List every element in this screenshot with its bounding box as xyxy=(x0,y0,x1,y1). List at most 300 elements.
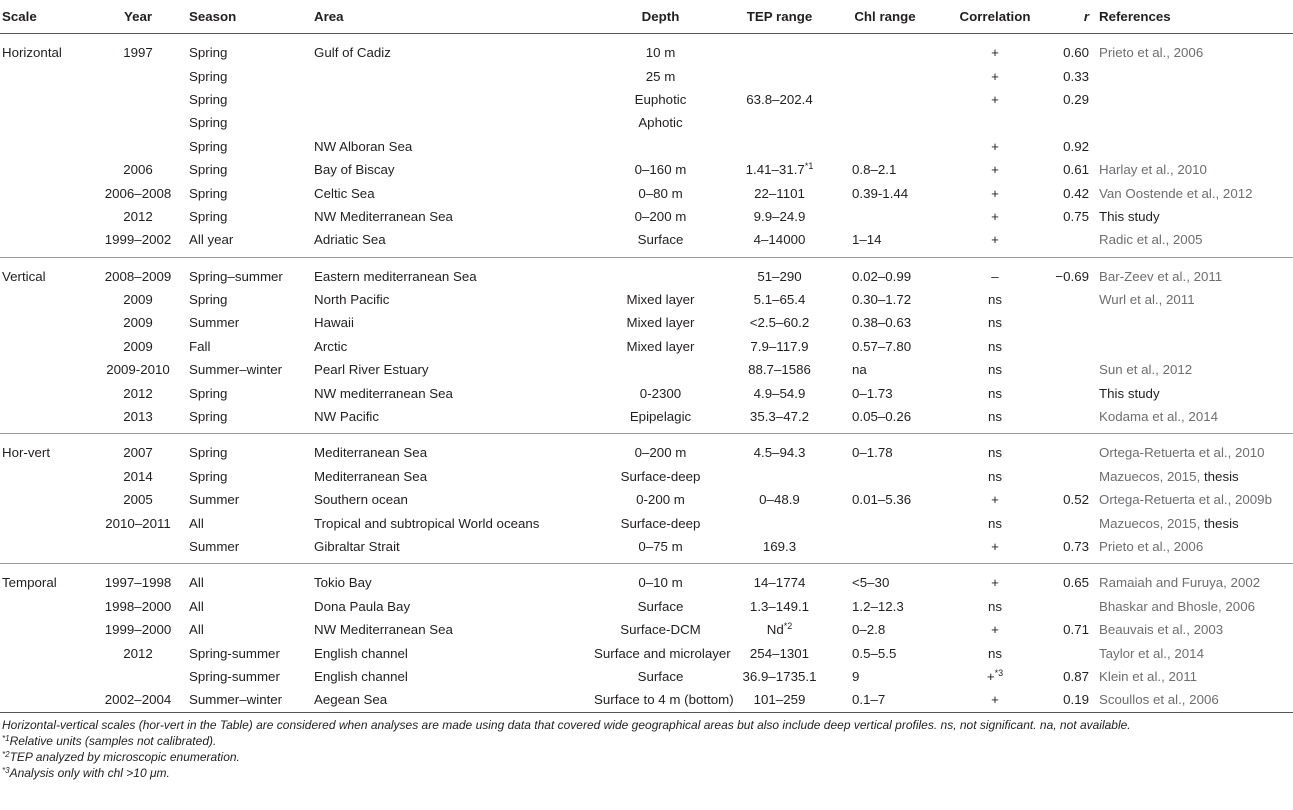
cell-depth-text: 0–75 m xyxy=(638,539,683,554)
cell-tep-range-text: 0–48.9 xyxy=(759,492,800,508)
cell-area xyxy=(312,688,592,712)
cell-reference xyxy=(1095,205,1293,228)
cell-season-text: Spring xyxy=(189,292,228,308)
cell-season-text: Spring xyxy=(189,445,228,461)
table-row xyxy=(0,158,1293,181)
cell-tep-range-text: 36.9–1735.1 xyxy=(742,668,817,684)
footnote-marker: *3 xyxy=(994,667,1004,678)
cell-tep-range-text: 51–290 xyxy=(757,268,802,284)
cell-year-text: 2006 xyxy=(123,162,153,178)
cell-tep-range xyxy=(727,257,830,288)
cell-season-text: Fall xyxy=(189,338,211,354)
cell-reference-text: Klein et al., 2011 xyxy=(1099,668,1198,684)
cell-r xyxy=(1050,618,1095,641)
cell-correlation xyxy=(938,111,1050,134)
cell-depth xyxy=(592,564,727,595)
cell-reference xyxy=(1095,34,1293,65)
cell-year xyxy=(87,181,187,204)
cell-scale-text: Temporal xyxy=(2,575,57,591)
cell-scale xyxy=(0,488,87,511)
cell-season xyxy=(187,288,312,311)
cell-correlation xyxy=(938,181,1050,204)
cell-reference-text: Radic et al., 2005 xyxy=(1099,232,1203,248)
cell-scale xyxy=(0,111,87,134)
cell-reference xyxy=(1095,665,1293,688)
cell-correlation-text: + xyxy=(991,208,999,224)
cell-season-text: Spring xyxy=(189,185,228,201)
cell-reference xyxy=(1095,688,1293,712)
cell-area-text: Gulf of Cadiz xyxy=(314,45,391,61)
cell-depth xyxy=(592,181,727,204)
cell-season-text: Spring xyxy=(189,409,228,425)
cell-area-text: NW mediterranean Sea xyxy=(314,385,453,401)
cell-season xyxy=(187,535,312,564)
cell-depth-text: Surface xyxy=(637,232,684,248)
footnote-marker: *1 xyxy=(804,161,814,172)
cell-year xyxy=(87,288,187,311)
footnote-marker: *2 xyxy=(783,621,793,632)
cell-season xyxy=(187,135,312,158)
table-row xyxy=(0,88,1293,111)
cell-area-text: Bay of Biscay xyxy=(314,162,395,178)
table-row xyxy=(0,358,1293,381)
cell-depth xyxy=(592,688,734,712)
cell-area xyxy=(312,358,592,381)
cell-tep-range-text: 63.8–202.4 xyxy=(746,91,813,107)
cell-year xyxy=(87,465,187,488)
cell-tep-range-text: 1.3–149.1 xyxy=(749,598,810,614)
cell-depth-text: Mixed layer xyxy=(626,338,695,354)
cell-scale xyxy=(0,88,87,111)
cell-scale xyxy=(0,381,87,404)
cell-year xyxy=(87,641,187,664)
cell-reference xyxy=(1095,88,1293,111)
cell-reference-text: Bhaskar and Bhosle, 2006 xyxy=(1099,598,1255,614)
cell-chl-range xyxy=(830,111,938,134)
cell-area xyxy=(312,228,592,257)
cell-season xyxy=(187,595,312,618)
cell-tep-range-text: 169.3 xyxy=(762,539,797,554)
table-row xyxy=(0,135,1293,158)
cell-area xyxy=(312,618,592,641)
cell-reference-text: Bar-Zeev et al., 2011 xyxy=(1099,268,1223,284)
cell-chl-range-text: 0–1.78 xyxy=(852,445,893,461)
cell-chl-range xyxy=(830,288,938,311)
cell-area-text: English channel xyxy=(314,668,408,684)
cell-correlation-text: + xyxy=(991,575,999,591)
cell-season-text: Summer xyxy=(189,539,240,554)
cell-chl-range xyxy=(830,434,938,465)
cell-chl-range-text: 0.57–7.80 xyxy=(852,338,912,354)
cell-reference-text: Mazuecos, 2015, xyxy=(1099,468,1201,484)
cell-tep-range xyxy=(727,358,830,381)
cell-year xyxy=(87,135,187,158)
cell-chl-range-text: 0.38–0.63 xyxy=(852,315,912,331)
cell-depth xyxy=(592,288,727,311)
cell-r xyxy=(1050,88,1095,111)
cell-year-text: 2012 xyxy=(123,645,153,661)
cell-scale xyxy=(0,228,87,257)
cell-year xyxy=(87,665,187,688)
cell-season xyxy=(187,181,312,204)
cell-reference xyxy=(1095,64,1293,87)
cell-season-text: Spring xyxy=(189,68,228,84)
cell-correlation xyxy=(938,288,1050,311)
cell-depth-text: Epipelagic xyxy=(629,409,692,425)
cell-scale xyxy=(0,64,87,87)
cell-r xyxy=(1050,311,1095,334)
cell-season xyxy=(187,381,312,404)
cell-season-text: Spring xyxy=(189,385,228,401)
cell-season-text: Summer–winter xyxy=(189,362,283,378)
cell-tep-range-text: 1.41–31.7 xyxy=(745,162,805,178)
cell-season-text: Summer–winter xyxy=(189,692,283,708)
cell-season xyxy=(187,158,312,181)
table-row xyxy=(0,564,1293,595)
cell-correlation-text: + xyxy=(991,68,999,84)
cell-correlation-text: + xyxy=(991,232,999,248)
cell-reference xyxy=(1095,135,1293,158)
cell-depth-text: Surface xyxy=(637,598,684,614)
cell-depth-text: Surface-deep xyxy=(620,468,701,484)
cell-depth-text: 0-2300 xyxy=(639,385,682,401)
cell-reference xyxy=(1095,488,1293,511)
cell-area xyxy=(312,135,592,158)
cell-season-text: All xyxy=(189,515,204,531)
cell-area xyxy=(312,535,592,564)
cell-tep-range-text: 4.9–54.9 xyxy=(753,385,806,401)
cell-depth-text: Euphotic xyxy=(634,91,687,107)
cell-scale xyxy=(0,34,87,65)
cell-correlation-text: ns xyxy=(987,445,1003,461)
cell-season xyxy=(187,641,312,664)
cell-area xyxy=(312,381,592,404)
cell-year-text: 1997–1998 xyxy=(104,575,172,591)
cell-r-text: 0.71 xyxy=(1063,622,1089,638)
cell-season-text: Spring xyxy=(189,162,228,178)
cell-reference xyxy=(1095,311,1293,334)
cell-year-text: 2009-2010 xyxy=(106,362,170,378)
cell-year xyxy=(87,358,187,381)
table-row xyxy=(0,335,1293,358)
cell-year xyxy=(87,257,187,288)
cell-correlation xyxy=(938,688,1050,712)
cell-correlation xyxy=(938,641,1050,664)
cell-r-text: 0.87 xyxy=(1063,668,1089,684)
cell-r xyxy=(1050,111,1095,134)
cell-tep-range xyxy=(727,335,830,358)
cell-season xyxy=(187,488,312,511)
cell-area xyxy=(312,641,592,664)
cell-correlation-text: + xyxy=(991,138,999,154)
cell-year-text: 2009 xyxy=(123,338,153,354)
cell-depth xyxy=(592,665,727,688)
cell-reference-text: Scoullos et al., 2006 xyxy=(1099,692,1219,708)
reference-suffix: thesis xyxy=(1200,468,1239,484)
cell-year-text: 2010–2011 xyxy=(105,515,171,531)
cell-chl-range-text: 0–1.73 xyxy=(852,385,893,401)
cell-area xyxy=(312,288,592,311)
cell-year xyxy=(87,158,187,181)
cell-tep-range-text: 35.3–47.2 xyxy=(749,409,810,425)
cell-r xyxy=(1050,405,1095,434)
cell-depth xyxy=(592,535,727,564)
table-row xyxy=(0,111,1293,134)
cell-correlation-text: + xyxy=(986,668,995,684)
cell-scale xyxy=(0,158,87,181)
header-season: Season xyxy=(187,0,312,34)
cell-tep-range xyxy=(727,288,830,311)
cell-area xyxy=(312,564,592,595)
header-tep-range: TEP range xyxy=(727,0,830,34)
cell-year xyxy=(87,511,187,534)
cell-depth xyxy=(592,595,727,618)
cell-reference-text: Mazuecos, 2015, xyxy=(1099,515,1201,531)
cell-correlation xyxy=(938,405,1050,434)
note-2 xyxy=(2,749,1291,765)
cell-correlation xyxy=(938,465,1050,488)
cell-chl-range xyxy=(830,257,938,288)
cell-area xyxy=(312,511,592,534)
cell-year xyxy=(87,405,187,434)
cell-r-text: −0.69 xyxy=(1055,268,1089,284)
cell-season xyxy=(187,311,312,334)
cell-season-text: Spring xyxy=(189,208,228,224)
cell-chl-range xyxy=(830,311,938,334)
note-main: Horizontal-vertical scales (hor-vert in the Table) are considered when analyses are made using data that covered wide geographical areas but also include deep vertical profiles. ns, not significant. na, not available. xyxy=(2,717,1131,732)
cell-r-text: 0.29 xyxy=(1063,91,1089,107)
cell-depth xyxy=(592,488,727,511)
cell-correlation xyxy=(938,64,1050,87)
cell-r-text: 0.61 xyxy=(1063,162,1089,178)
cell-scale xyxy=(0,311,87,334)
cell-reference xyxy=(1095,434,1293,465)
cell-year xyxy=(87,595,187,618)
note-2-marker: *2 xyxy=(2,749,10,759)
cell-reference-text: Van Oostende et al., 2012 xyxy=(1099,185,1253,201)
cell-chl-range-text: 1.2–12.3 xyxy=(852,598,904,614)
header-year: Year xyxy=(87,0,187,34)
cell-reference xyxy=(1095,111,1293,134)
cell-season xyxy=(187,228,312,257)
cell-reference xyxy=(1095,535,1293,564)
cell-depth xyxy=(592,434,727,465)
cell-year xyxy=(87,34,187,65)
table-body xyxy=(0,34,1293,713)
cell-chl-range xyxy=(830,88,938,111)
cell-chl-range xyxy=(830,595,938,618)
cell-r xyxy=(1050,465,1095,488)
cell-season-text: Spring xyxy=(189,91,228,107)
cell-tep-range-text: 5.1–65.4 xyxy=(753,292,806,308)
cell-r xyxy=(1050,665,1095,688)
cell-depth xyxy=(592,34,727,65)
note-1-text: Relative units (samples not calibrated). xyxy=(9,733,217,748)
cell-reference xyxy=(1095,405,1293,434)
cell-chl-range xyxy=(830,358,938,381)
cell-tep-range xyxy=(727,511,830,534)
cell-tep-range-text: 4–14000 xyxy=(753,232,806,248)
cell-correlation-text: + xyxy=(991,692,999,708)
cell-season xyxy=(187,358,312,381)
cell-area-text: Celtic Sea xyxy=(314,185,375,201)
cell-correlation xyxy=(938,135,1050,158)
cell-area xyxy=(312,488,592,511)
cell-reference-text: This study xyxy=(1099,208,1160,224)
cell-reference xyxy=(1095,465,1293,488)
cell-depth-text: Surface-deep xyxy=(620,515,701,531)
cell-scale xyxy=(0,688,87,712)
cell-chl-range-text: 0.30–1.72 xyxy=(852,292,912,308)
cell-tep-range-text: Nd xyxy=(766,622,784,638)
cell-correlation-text: ns xyxy=(987,645,1003,661)
cell-correlation xyxy=(938,434,1050,465)
cell-tep-range xyxy=(727,641,830,664)
cell-area-text: Tropical and subtropical World oceans xyxy=(314,515,540,531)
cell-correlation-text: ns xyxy=(987,338,1003,354)
cell-r xyxy=(1050,434,1095,465)
cell-scale xyxy=(0,641,87,664)
cell-reference-text: Ramaiah and Furuya, 2002 xyxy=(1099,575,1261,591)
cell-scale-text: Horizontal xyxy=(2,45,62,61)
cell-tep-range-text: 9.9–24.9 xyxy=(753,208,806,224)
cell-correlation-text: ns xyxy=(987,315,1003,331)
cell-depth xyxy=(592,311,727,334)
cell-depth xyxy=(592,618,727,641)
cell-r xyxy=(1050,688,1095,712)
cell-reference xyxy=(1095,335,1293,358)
cell-tep-range xyxy=(727,381,830,404)
cell-area xyxy=(312,34,592,65)
cell-r xyxy=(1050,135,1095,158)
cell-year-text: 2013 xyxy=(123,409,153,425)
cell-depth xyxy=(592,641,731,664)
cell-r xyxy=(1050,564,1095,595)
cell-scale xyxy=(0,135,87,158)
cell-depth-text: 0–10 m xyxy=(638,575,683,591)
cell-scale xyxy=(0,358,87,381)
cell-correlation xyxy=(938,205,1050,228)
cell-season-text: All year xyxy=(189,232,234,248)
cell-r xyxy=(1050,511,1095,534)
cell-depth-text: Surface xyxy=(637,668,684,684)
cell-season xyxy=(187,111,312,134)
cell-reference xyxy=(1095,511,1293,534)
cell-r xyxy=(1050,181,1095,204)
cell-year-text: 1997 xyxy=(123,45,153,61)
cell-year-text: 2007 xyxy=(123,445,153,461)
cell-correlation xyxy=(938,488,1050,511)
cell-year xyxy=(87,535,187,564)
cell-year xyxy=(87,228,187,257)
cell-depth-text: 10 m xyxy=(645,45,676,61)
cell-season xyxy=(187,257,312,288)
cell-tep-range xyxy=(727,34,830,65)
cell-area xyxy=(312,158,592,181)
cell-tep-range xyxy=(727,405,830,434)
cell-chl-range xyxy=(830,158,938,181)
cell-tep-range xyxy=(727,88,830,111)
cell-tep-range xyxy=(727,688,830,712)
cell-year-text: 1999–2000 xyxy=(104,622,172,638)
cell-chl-range-text: 0–2.8 xyxy=(852,622,886,638)
table-row xyxy=(0,34,1293,65)
cell-correlation-text: + xyxy=(991,492,999,508)
table-row xyxy=(0,665,1293,688)
cell-reference xyxy=(1095,158,1293,181)
cell-depth xyxy=(592,405,727,434)
cell-tep-range xyxy=(727,135,830,158)
cell-area xyxy=(312,257,592,288)
cell-correlation-text: ns xyxy=(987,292,1003,308)
cell-r xyxy=(1050,535,1095,564)
cell-season xyxy=(187,335,312,358)
cell-reference xyxy=(1095,641,1293,664)
cell-year-text: 1999–2002 xyxy=(104,232,172,248)
cell-correlation-text: – xyxy=(991,268,999,284)
cell-scale xyxy=(0,564,87,595)
cell-correlation-text: ns xyxy=(987,598,1003,614)
cell-r xyxy=(1050,34,1095,65)
cell-correlation-text: ns xyxy=(987,409,1003,425)
cell-depth-text: 0–160 m xyxy=(634,162,687,178)
cell-correlation xyxy=(938,564,1050,595)
cell-correlation xyxy=(938,595,1050,618)
cell-depth xyxy=(592,381,727,404)
cell-correlation-text: ns xyxy=(987,362,1003,378)
cell-year xyxy=(87,311,187,334)
cell-scale xyxy=(0,288,87,311)
cell-chl-range xyxy=(830,618,938,641)
cell-year xyxy=(87,618,187,641)
cell-correlation xyxy=(938,311,1050,334)
cell-reference-text: Kodama et al., 2014 xyxy=(1099,409,1219,425)
cell-chl-range xyxy=(830,181,938,204)
cell-chl-range-text: 0.8–2.1 xyxy=(852,162,897,178)
note-1 xyxy=(2,733,1291,749)
cell-year-text: 2012 xyxy=(123,385,153,401)
header-area: Area xyxy=(312,0,592,34)
cell-area xyxy=(312,111,592,134)
cell-depth-text: 0–80 m xyxy=(638,185,683,201)
cell-scale xyxy=(0,595,87,618)
cell-chl-range xyxy=(830,381,938,404)
cell-season-text: Summer xyxy=(189,492,240,508)
cell-area-text: Gibraltar Strait xyxy=(314,539,400,554)
cell-scale xyxy=(0,511,87,534)
cell-chl-range xyxy=(830,465,938,488)
cell-year-text: 2005 xyxy=(123,492,153,508)
cell-reference-text: Ortega-Retuerta et al., 2010 xyxy=(1099,445,1265,461)
cell-year xyxy=(87,64,187,87)
cell-tep-range-text: 22–1101 xyxy=(754,185,805,201)
cell-correlation xyxy=(938,358,1050,381)
cell-scale xyxy=(0,181,87,204)
cell-correlation-text: + xyxy=(991,185,999,201)
table-row xyxy=(0,228,1293,257)
cell-chl-range xyxy=(830,688,938,712)
cell-year-text: 2006–2008 xyxy=(104,185,172,201)
cell-r xyxy=(1050,335,1095,358)
cell-season xyxy=(187,64,312,87)
header-references: References xyxy=(1095,0,1293,34)
cell-correlation-text: ns xyxy=(987,385,1003,401)
cell-r xyxy=(1050,158,1095,181)
cell-depth xyxy=(592,135,727,158)
cell-scale xyxy=(0,405,87,434)
cell-r xyxy=(1050,205,1095,228)
cell-season-text: Spring xyxy=(189,115,228,131)
